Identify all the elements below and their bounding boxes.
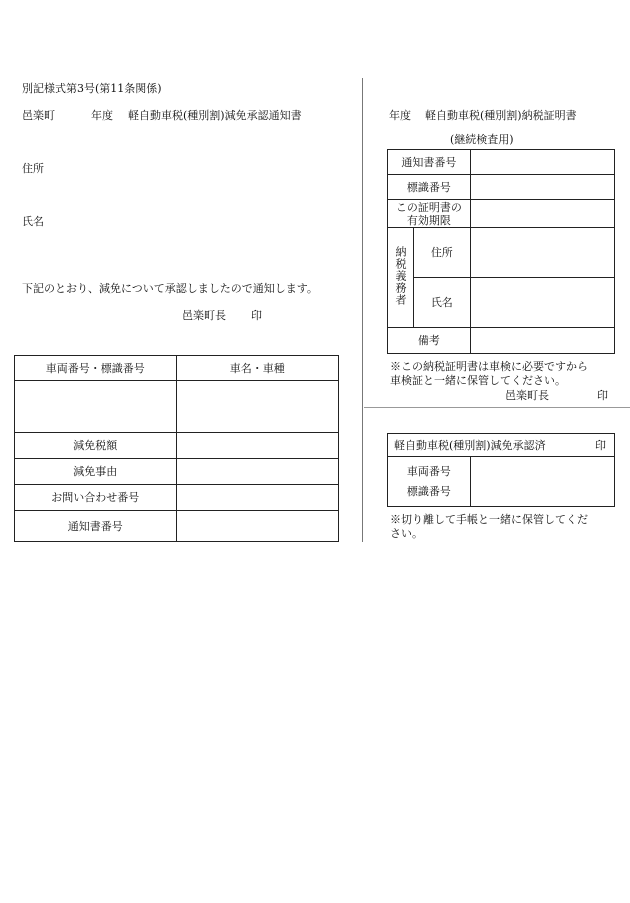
exemption-amount-cell [176, 433, 339, 459]
stub-note-1: ※切り離して手帳と一緒に保管してくだ [390, 513, 588, 526]
vehicle-number-cell [15, 381, 177, 433]
certificate-note-1: ※この納税証明書は車検に必要ですから [390, 360, 588, 373]
vehicle-details-table [14, 355, 339, 542]
stub-plate-number: 標識番号 [406, 484, 451, 498]
taxpayer-label [388, 228, 414, 328]
notice-number-label: 通知書番号 [388, 150, 471, 175]
exemption-reason-cell [176, 459, 339, 485]
name-label: 氏名 [22, 215, 44, 228]
notice-number-cell [176, 511, 339, 542]
form-label: 別記様式第3号(第11条関係) [22, 82, 162, 95]
certificate-mayor: 邑楽町長 [505, 389, 549, 402]
certificate-seal: 印 [597, 389, 608, 402]
stub-vehicle-label [388, 457, 471, 507]
taxpayer-label-text: 納税義務者 [393, 246, 407, 306]
taxpayer-address-cell [470, 228, 614, 278]
vehicle-model-cell [176, 381, 339, 433]
taxpayer-name-cell [470, 278, 614, 328]
stub-table [387, 433, 615, 507]
stub-vehicle-cell [470, 457, 614, 507]
notice-number-label: 通知書番号 [15, 511, 177, 542]
stub-note-2: さい。 [390, 527, 423, 540]
notice-number-cell [470, 150, 614, 175]
exemption-amount-label: 減免税額 [15, 433, 177, 459]
address-label: 住所 [22, 162, 44, 175]
validity-line-1: この証明書の [395, 200, 462, 214]
certificate-fiscal-year: 年度 [389, 109, 411, 122]
town-name: 邑楽町 [22, 109, 55, 122]
stub-seal: 印 [595, 438, 606, 452]
taxpayer-name-label: 氏名 [413, 278, 470, 328]
certificate-table [387, 149, 615, 354]
inquiry-number-label: お問い合わせ番号 [15, 485, 177, 511]
certificate-title: 軽自動車税(種別割)納税証明書 [425, 109, 577, 122]
inquiry-number-cell [176, 485, 339, 511]
fiscal-year-label: 年度 [91, 109, 113, 122]
taxpayer-address-label: 住所 [413, 228, 470, 278]
vehicle-model-header: 車名・車種 [176, 356, 339, 381]
plate-number-label: 標識番号 [388, 175, 471, 200]
remarks-label: 備考 [388, 328, 471, 354]
mayor-seal: 印 [251, 309, 262, 322]
vehicle-number-header: 車両番号・標識番号 [15, 356, 177, 381]
stub-vehicle-number: 車両番号 [406, 464, 451, 478]
horizontal-cut-line [364, 407, 630, 408]
validity-period-cell [470, 200, 614, 228]
validity-period-label [388, 200, 471, 228]
plate-number-cell [470, 175, 614, 200]
document-title: 軽自動車税(種別割)減免承認通知書 [128, 109, 302, 122]
stub-title: 軽自動車税(種別割)減免承認済 [394, 438, 546, 452]
notice-body-text: 下記のとおり、減免について承認しましたので通知します。 [22, 282, 318, 295]
exemption-reason-label: 減免事由 [15, 459, 177, 485]
certificate-subtitle: (継続検査用) [450, 133, 514, 146]
mayor-title: 邑楽町長 [182, 309, 226, 322]
vertical-cut-line [362, 78, 363, 542]
certificate-note-2: 車検証と一緒に保管してください。 [390, 374, 566, 387]
stub-title-cell [388, 434, 615, 457]
validity-line-2: 有効期限 [406, 213, 451, 227]
remarks-cell [470, 328, 614, 354]
